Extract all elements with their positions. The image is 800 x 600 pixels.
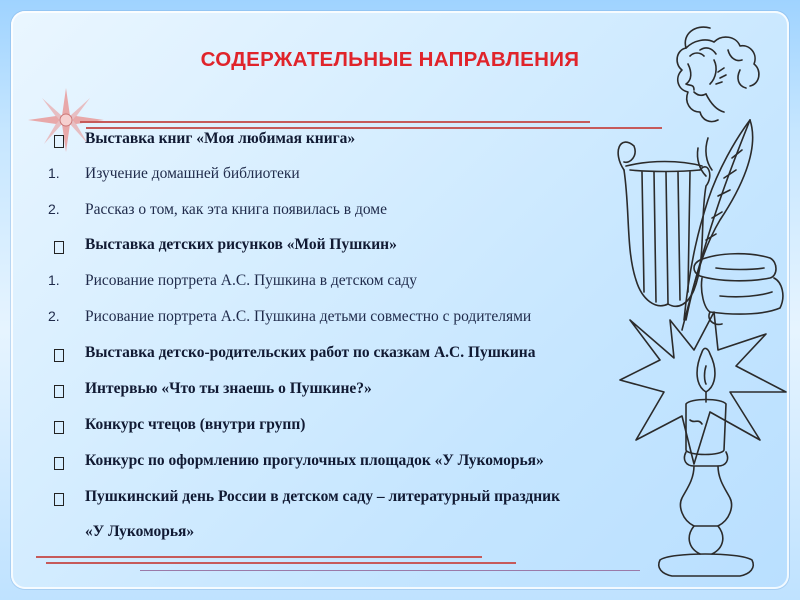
list-item-text: Выставка детско-родительских работ по сказкам А.С. Пушкина: [85, 344, 536, 361]
bullet-box-icon: [54, 493, 64, 506]
bullet-box-icon: [48, 344, 78, 365]
bullet-box-icon: [54, 457, 64, 470]
pushkin-decoration: [590, 20, 800, 590]
divider-line: [46, 562, 516, 564]
divider-line: [80, 121, 590, 123]
list-item-text: Интервью «Что ты знаешь о Пушкине?»: [85, 380, 372, 397]
bullet-box-icon: [54, 385, 64, 398]
divider-line: [36, 556, 482, 558]
bullet-box-icon: [54, 421, 64, 434]
bullet-box-icon: [48, 236, 78, 257]
list-item-text: Рисование портрета А.С. Пушкина в детском саду: [85, 272, 417, 289]
bullet-box-icon: [48, 380, 78, 401]
bullet-box-icon: [48, 416, 78, 437]
list-item-text: Выставка детских рисунков «Мой Пушкин»: [85, 236, 397, 253]
list-item-text: Изучение домашней библиотеки: [85, 165, 300, 182]
list-item-text: Пушкинский день России в детском саду – литературный праздник: [85, 488, 561, 505]
list-number: 1.: [48, 272, 60, 288]
pushkin-portrait-icon: [677, 27, 759, 121]
bullet-box-icon: [54, 135, 64, 148]
quill-icon: [682, 120, 753, 330]
divider-line: [86, 127, 662, 129]
list-item-text: Выставка книг «Моя любимая книга»: [85, 130, 356, 147]
bullet-box-icon: [54, 349, 64, 362]
bullet-box-icon: [54, 241, 64, 254]
lyre-icon: [618, 142, 710, 306]
candle-icon: [659, 348, 754, 576]
list-number: 1.: [48, 165, 60, 181]
bullet-box-icon: [48, 130, 78, 151]
bullet-box-icon: [48, 452, 78, 473]
bullet-box-icon: [48, 488, 78, 509]
scroll-icon: [694, 254, 783, 325]
list-item-text: Конкурс по оформлению прогулочных площадок «У Лукоморья»: [85, 452, 544, 469]
divider-line: [140, 570, 640, 571]
slide-title: СОДЕРЖАТЕЛЬНЫЕ НАПРАВЛЕНИЯ: [200, 48, 580, 71]
list-number: 2.: [48, 201, 60, 217]
list-item-text: «У Лукоморья»: [85, 523, 195, 540]
burst-icon: [620, 312, 786, 464]
list-item-text: Рассказ о том, как эта книга появилась в доме: [85, 201, 387, 218]
list-number: 2.: [48, 308, 60, 324]
list-item-text: Конкурс чтецов (внутри групп): [85, 416, 306, 433]
list-item-text: Рисование портрета А.С. Пушкина детьми совместно с родителями: [85, 308, 532, 325]
